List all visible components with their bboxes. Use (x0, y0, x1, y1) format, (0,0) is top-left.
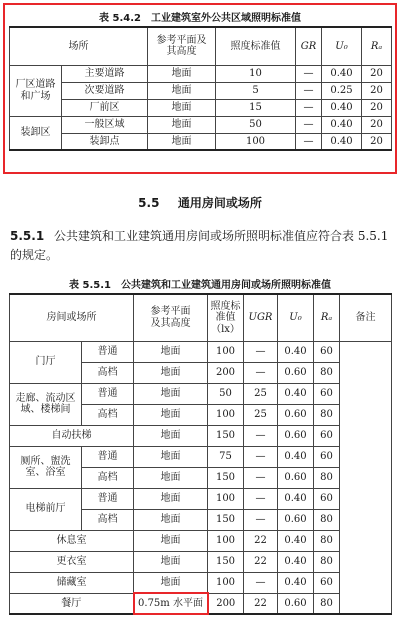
cell-ugr: — (244, 341, 278, 362)
cell-gr: — (296, 133, 322, 150)
cell-u0: 0.60 (278, 593, 314, 614)
table-row (10, 425, 392, 446)
table-row (10, 383, 392, 404)
cell-note (340, 341, 392, 614)
cell-u0: 0.40 (322, 65, 362, 82)
cell-u0: 0.60 (278, 362, 314, 383)
cell-plane: 地面 (134, 341, 208, 362)
cell-ugr: — (244, 467, 278, 488)
cell-place: 装卸点 (62, 133, 148, 150)
cell-u0: 0.40 (322, 99, 362, 116)
cell-plane: 地面 (134, 530, 208, 551)
cell-ra: 60 (314, 383, 340, 404)
cell-place: 厂前区 (62, 99, 148, 116)
cell-u0: 0.40 (278, 530, 314, 551)
table1-header-gr: GR (296, 27, 322, 65)
cell-room: 厕所、盥洗室、浴室 (10, 446, 82, 488)
cell-ra: 80 (314, 530, 340, 551)
clause-text: 公共建筑和工业建筑通用房间或场所照明标准值应符合表 5.5.1的规定。 (10, 229, 389, 262)
cell-u0: 0.40 (278, 551, 314, 572)
table1-header-ra: Rₐ (362, 27, 392, 65)
cell-lux: 5 (216, 82, 296, 99)
cell-lux: 50 (216, 116, 296, 133)
table-row (10, 572, 392, 593)
cell-grade: 普通 (82, 383, 134, 404)
cell-ugr: 25 (244, 404, 278, 425)
cell-room: 电梯前厅 (10, 488, 82, 530)
cell-ugr: — (244, 509, 278, 530)
cell-ra: 60 (314, 341, 340, 362)
table-row (10, 99, 392, 116)
cell-ugr: — (244, 362, 278, 383)
cell-u0: 0.60 (278, 467, 314, 488)
cell-ugr: 22 (244, 551, 278, 572)
table-row (10, 133, 392, 150)
cell-grade: 高档 (82, 404, 134, 425)
table1-header-plane: 参考平面及其高度 (148, 27, 216, 65)
cell-ugr: — (244, 488, 278, 509)
cell-room: 餐厅 (10, 593, 134, 614)
cell-ra: 20 (362, 116, 392, 133)
clause-paragraph (10, 227, 390, 265)
cell-u0: 0.40 (322, 116, 362, 133)
table-row (10, 82, 392, 99)
cell-ra: 80 (314, 467, 340, 488)
table2-header-room: 房间或场所 (10, 294, 134, 341)
cell-ugr: — (244, 572, 278, 593)
cell-plane: 地面 (148, 133, 216, 150)
cell-gr: — (296, 65, 322, 82)
cell-ugr: 22 (244, 593, 278, 614)
cell-u0: 0.60 (278, 404, 314, 425)
table-5-4-2 (9, 26, 392, 151)
cell-ra: 80 (314, 551, 340, 572)
cell-grade: 高档 (82, 467, 134, 488)
cell-lux: 150 (208, 509, 244, 530)
cell-ra: 60 (314, 446, 340, 467)
cell-room: 休息室 (10, 530, 134, 551)
cell-place: 一般区域 (62, 116, 148, 133)
cell-lux: 200 (208, 593, 244, 614)
table-row (10, 341, 392, 362)
cell-lux: 150 (208, 551, 244, 572)
table-row (10, 593, 392, 614)
cell-plane: 地面 (134, 383, 208, 404)
cell-u0: 0.40 (278, 383, 314, 404)
cell-place: 主要道路 (62, 65, 148, 82)
group-name: 装卸区 (10, 116, 62, 150)
cell-grade: 高档 (82, 509, 134, 530)
table-row (10, 488, 392, 509)
table-row (10, 446, 392, 467)
cell-plane-highlighted: 0.75m 水平面 (134, 593, 208, 614)
cell-place: 次要道路 (62, 82, 148, 99)
table-row (10, 530, 392, 551)
table2-header-plane: 参考平面及其高度 (134, 294, 208, 341)
table-5-5-1 (9, 293, 392, 615)
table-row (10, 116, 392, 133)
cell-ra: 20 (362, 65, 392, 82)
cell-u0: 0.25 (322, 82, 362, 99)
cell-ugr: 22 (244, 530, 278, 551)
cell-grade: 普通 (82, 488, 134, 509)
cell-room: 储藏室 (10, 572, 134, 593)
cell-lux: 100 (208, 404, 244, 425)
cell-ra: 80 (314, 593, 340, 614)
cell-plane: 地面 (134, 551, 208, 572)
cell-grade: 高档 (82, 362, 134, 383)
cell-ra: 60 (314, 572, 340, 593)
cell-lux: 100 (208, 341, 244, 362)
cell-room: 门厅 (10, 341, 82, 383)
table-row (10, 551, 392, 572)
cell-ra: 20 (362, 82, 392, 99)
cell-u0: 0.40 (278, 488, 314, 509)
cell-ra: 80 (314, 509, 340, 530)
cell-lux: 50 (208, 383, 244, 404)
table1-header-place: 场所 (10, 27, 148, 65)
cell-u0: 0.60 (278, 509, 314, 530)
table-row (10, 65, 392, 82)
cell-plane: 地面 (134, 509, 208, 530)
cell-u0: 0.40 (278, 446, 314, 467)
cell-ra: 60 (314, 425, 340, 446)
cell-lux: 10 (216, 65, 296, 82)
table1-header-row (10, 27, 392, 65)
cell-lux: 100 (208, 530, 244, 551)
cell-lux: 75 (208, 446, 244, 467)
cell-lux: 200 (208, 362, 244, 383)
cell-plane: 地面 (134, 404, 208, 425)
cell-ra: 80 (314, 404, 340, 425)
cell-ra: 60 (314, 488, 340, 509)
table2-header-ugr: UGR (244, 294, 278, 341)
cell-grade: 普通 (82, 341, 134, 362)
cell-u0: 0.40 (278, 341, 314, 362)
table2-header-row (10, 294, 392, 341)
table1-caption: 表 5.4.2 工业建筑室外公共区域照明标准值 (99, 13, 301, 24)
cell-plane: 地面 (148, 65, 216, 82)
section-heading (0, 194, 400, 211)
table2-header-note: 备注 (340, 294, 392, 341)
cell-u0: 0.60 (278, 425, 314, 446)
cell-room: 更衣室 (10, 551, 134, 572)
cell-plane: 地面 (134, 488, 208, 509)
cell-plane: 地面 (148, 99, 216, 116)
cell-lux: 15 (216, 99, 296, 116)
cell-plane: 地面 (134, 425, 208, 446)
cell-plane: 地面 (134, 362, 208, 383)
table2-header-lux: 照度标准值（lx） (208, 294, 244, 341)
cell-plane: 地面 (134, 467, 208, 488)
cell-plane: 地面 (148, 82, 216, 99)
cell-gr: — (296, 99, 322, 116)
cell-ugr: — (244, 425, 278, 446)
table1-header-u0: U₀ (322, 27, 362, 65)
table2-header-u0: U₀ (278, 294, 314, 341)
cell-plane: 地面 (134, 446, 208, 467)
cell-ra: 80 (314, 362, 340, 383)
cell-room: 走廊、流动区域、楼梯间 (10, 383, 82, 425)
cell-room: 自动扶梯 (10, 425, 134, 446)
cell-lux: 100 (208, 572, 244, 593)
cell-gr: — (296, 82, 322, 99)
cell-lux: 100 (208, 488, 244, 509)
group-name: 厂区道路和广场 (10, 65, 62, 116)
cell-ra: 20 (362, 99, 392, 116)
cell-plane: 地面 (148, 116, 216, 133)
cell-ra: 20 (362, 133, 392, 150)
cell-grade: 普通 (82, 446, 134, 467)
cell-gr: — (296, 116, 322, 133)
cell-lux: 100 (216, 133, 296, 150)
section-number: 5.5 (138, 196, 160, 210)
table2-header-ra: Rₐ (314, 294, 340, 341)
cell-lux: 150 (208, 467, 244, 488)
clause-number: 5.5.1 (10, 229, 45, 243)
table2-caption: 表 5.5.1 公共建筑和工业建筑通用房间或场所照明标准值 (69, 280, 331, 291)
cell-u0: 0.40 (322, 133, 362, 150)
cell-ugr: 25 (244, 383, 278, 404)
cell-lux: 150 (208, 425, 244, 446)
table1-header-lux: 照度标准值 (216, 27, 296, 65)
section-title: 通用房间或场所 (177, 196, 262, 210)
cell-u0: 0.40 (278, 572, 314, 593)
cell-ugr: — (244, 446, 278, 467)
cell-plane: 地面 (134, 572, 208, 593)
